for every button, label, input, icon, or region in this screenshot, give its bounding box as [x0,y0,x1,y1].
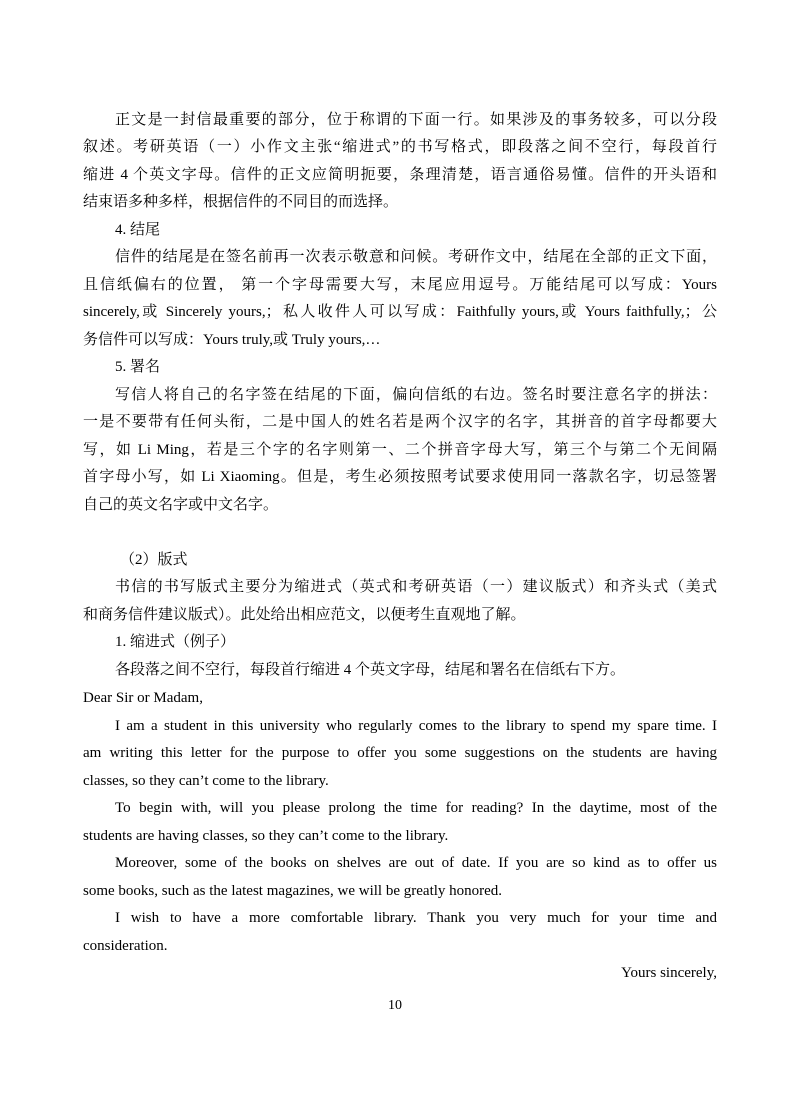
letter-line: I am a student in this university who regularly comes to the library to spend my spare time. I [115,718,717,734]
letter-line: some books, such as the latest magazines, we will be greatly honored. [83,883,503,899]
letter-line: consideration. [83,938,168,954]
section-heading: 1. 缩进式（例子） [115,634,236,650]
text-line: 书信的书写版式主要分为缩进式（英式和考研英语（一）建议版式）和齐头式（美式 [115,579,717,595]
text-line: 结束语多种多样，根据信件的不同目的而选择。 [83,194,399,210]
page-number: 10 [388,998,402,1013]
letter-line: Moreover, some of the books on shelves are out of date. If you are so kind as to offer us [115,855,717,871]
text-line: 写，如 Li Ming，若是三个字的名字则第一、二个拼音字母大写，第三个与第二个无间隔 [83,442,717,458]
text-line: 务信件可以写成：Yours truly,或 Truly yours,… [83,332,381,348]
text-line: 写信人将自己的名字签在结尾的下面，偏向信纸的右边。签名时要注意名字的拼法： [115,387,717,403]
section-heading: 5. 署名 [115,359,161,375]
section-heading: 4. 结尾 [115,222,161,238]
letter-salutation: Dear Sir or Madam, [83,690,203,706]
letter-line: To begin with, will you please prolong the time for reading? In the daytime, most of the [115,800,717,816]
text-line: 各段落之间不空行，每段首行缩进 4 个英文字母，结尾和署名在信纸右下方。 [115,662,626,678]
letter-line: classes, so they can’t come to the library. [83,773,329,789]
text-line: 信件的结尾是在签名前再一次表示敬意和问候。考研作文中，结尾在全部的正文下面， [115,249,717,265]
text-line: 叙述。考研英语（一）小作文主张“缩进式”的书写格式，即段落之间不空行，每段首行 [83,139,717,155]
letter-closing: Yours sincerely, [621,965,717,981]
subsection-heading: （2）版式 [120,552,188,568]
text-line: 且信纸偏右的位置， 第一个字母需要大写，末尾应用逗号。万能结尾可以写成：Yours [83,277,717,293]
text-line: 首字母小写，如 Li Xiaoming。但是，考生必须按照考试要求使用同一落款名字，切忌签署 [83,469,717,485]
text-line: sincerely,或 Sincerely yours,；私人收件人可以写成：Faithfully yours,或 Yours faithfully,；公 [83,304,717,320]
text-line: 一是不要带有任何头衔，二是中国人的姓名若是两个汉字的名字，其拼音的首字母都要大 [83,414,717,430]
letter-line: students are having classes, so they can’t come to the library. [83,828,449,844]
text-line: 和商务信件建议版式）。此处给出相应范文，以便考生直观地了解。 [83,607,526,623]
text-line: 缩进 4 个英文字母。信件的正文应简明扼要，条理清楚，语言通俗易懂。信件的开头语和 [83,167,717,183]
letter-line: I wish to have a more comfortable library. Thank you very much for your time and [115,910,717,926]
text-line: 正文是一封信最重要的部分，位于称谓的下面一行。如果涉及的事务较多，可以分段 [115,112,717,128]
text-line: 自己的英文名字或中文名字。 [83,497,279,513]
letter-line: am writing this letter for the purpose to offer you some suggestions on the students are having [83,745,717,761]
